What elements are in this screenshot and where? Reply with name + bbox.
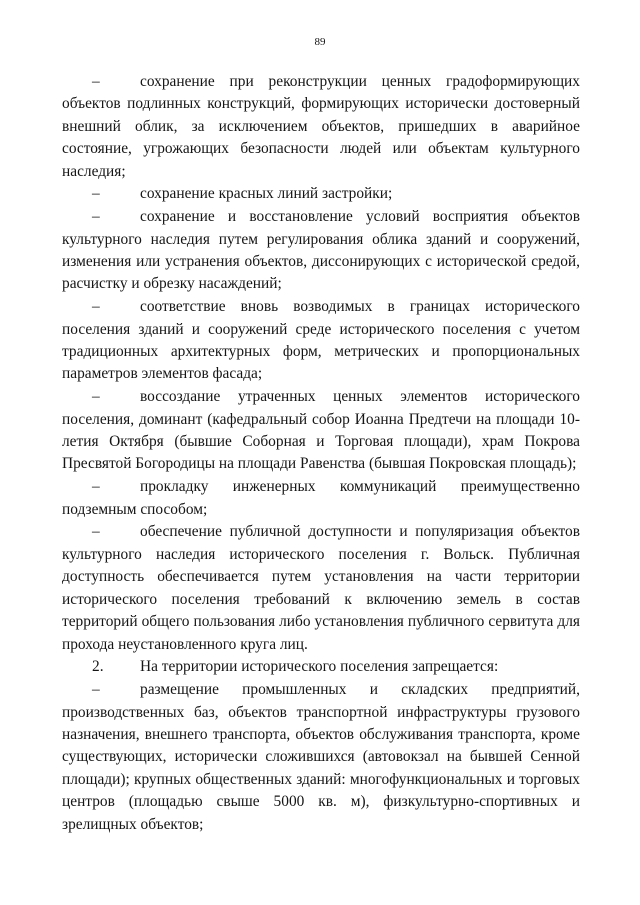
list-item [62, 476, 580, 521]
list-marker: – [92, 523, 100, 541]
list-marker: – [92, 298, 100, 316]
list-item-text: воссоздание утраченных ценных элементов исторического поселения, доминант (кафедральный собор Иоанна Предтечи на площади 10-летия Октября (бывшие Соборная и Торговая площади), храм Покрова Пресвятой Богородицы на площади Равенства (бывшая Покровская площадь); [62, 388, 580, 473]
list-item-text: прокладку инженерных коммуникаций преимущественно подземным способом; [62, 478, 580, 518]
list-item-text: На территории исторического поселения запрещается: [140, 658, 499, 676]
list-marker: – [92, 185, 100, 203]
list-item-text: размещение промышленных и складских предприятий, производственных баз, объектов транспортной инфраструктуры грузового назначения, внешнего транспорта, объектов обслуживания транспорта, кроме существующих, исторически сложившихся (автовокзал на бывшей Сенной площади); крупных общественных зданий: многофункциональных и торговых центров (площадью свыше 5000 кв. м), физкультурно-спортивных и зрелищных объектов; [62, 681, 580, 833]
list-marker: – [92, 478, 100, 496]
list-marker: – [92, 208, 100, 226]
list-item-text: сохранение красных линий застройки; [140, 185, 393, 203]
list-item [62, 296, 580, 386]
list-item-text: сохранение при реконструкции ценных градоформирующих объектов подлинных конструкций, формирующих исторически достоверный внешний облик, за исключением объектов, пришедших в аварийное состояние, угрожающих безопасности людей или объектам культурного наследия; [62, 73, 580, 180]
list-item-text: соответствие вновь возводимых в границах исторического поселения зданий и сооружений среде исторического поселения с учетом традиционных архитектурных форм, метрических и пропорциональных параметров элементов фасада; [62, 298, 580, 383]
document-body [62, 71, 580, 836]
list-marker: – [92, 681, 100, 699]
page-number: 89 [314, 36, 326, 48]
list-item [62, 183, 580, 205]
list-item [62, 386, 580, 476]
list-item [62, 679, 580, 836]
list-item [62, 71, 580, 183]
list-item [62, 206, 580, 296]
list-item-text: обеспечение публичной доступности и популяризация объектов культурного наследия исторического поселения г. Вольск. Публичная доступность обеспечивается путем установления на части территории исторического поселения требований к включению земель в состав территорий общего пользования либо установления публичного сервитута для прохода неустановленного круга лиц. [62, 523, 580, 653]
list-marker: – [92, 73, 100, 90]
list-marker: – [92, 388, 100, 406]
numbered-item [62, 656, 580, 678]
list-item [62, 521, 580, 655]
list-item-text: сохранение и восстановление условий восприятия объектов культурного наследия путем регулирования облика зданий и сооружений, изменения или устранения объектов, диссонирующих с исторической средой, расчистку и обрезку насаждений; [62, 208, 580, 293]
item-number: 2. [92, 658, 104, 676]
